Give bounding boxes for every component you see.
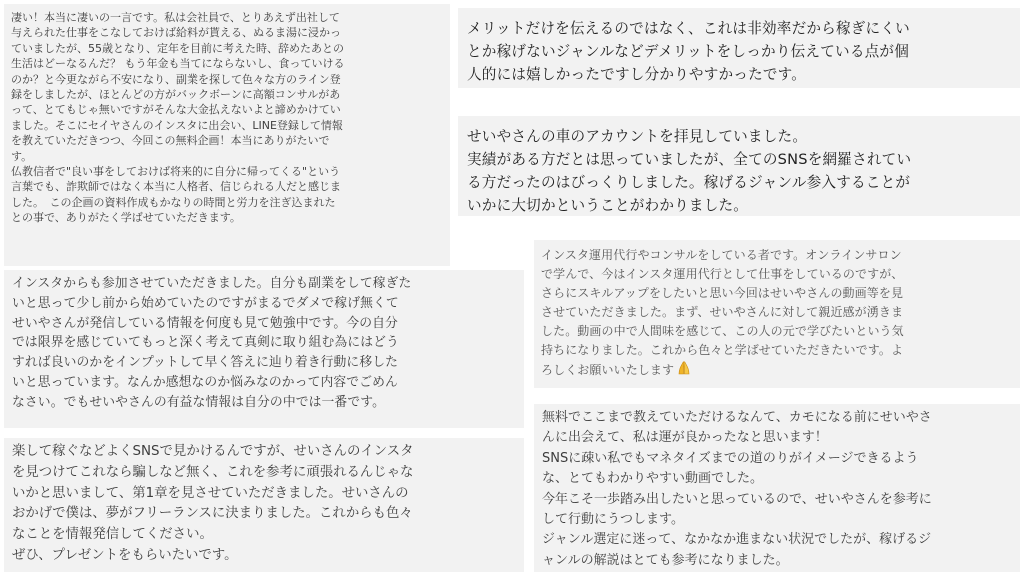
testimonial-card-1 xyxy=(4,4,450,266)
testimonial-card-6 xyxy=(4,438,524,572)
testimonial-text: メリットだけを伝えるのではなく、これは非効率だから稼ぎにくい とか稼げないジャンルなどデメリットをしっかり伝えている点が個 人的には嬉しかったですし分かりやすかったです。 xyxy=(467,20,910,83)
testimonial-card-4 xyxy=(4,270,524,428)
testimonial-text: 楽して稼ぐなどよくSNSで見かけるんですが、せいさんのインスタ を見つけてこれなら騙しなど無く、これを参考に頑張れるんじゃな いかと思いまして、第1章を見させていただきました。せいさんの おかげで僕は、夢がフリーランスに決まりました。これからも色々 なことを情報発信してください。 ぜひ、プレゼントをもらいたいです。 xyxy=(12,444,414,563)
testimonial-card-2 xyxy=(458,8,1020,88)
testimonial-text: 凄い！本当に凄いの一言です。私は会社員で、とりあえず出社して 与えられた仕事をこなしておけば給料が貰える、ぬるま湯に浸かっ ていましたが、55歳となり、定年を目前に考えた時、辞めたあとの 生活はどーなるんだ？ もう年金も当てにならないし、食っていける のか？と今更ながら不安になり、副業を探して色々な方のライン登 録をしましたが、ほとんどの方がバックボーンに高額コンサルがあ って、とてもじゃ無いですがそんな大金払えないよと諦めかけてい ました。そこにセイヤさんのインスタに出会い、LINE登録して情報 を教えていただきつつ、今回この無料企画！本当にありがたいで す。 仏教信者で"良い事をしておけば将来的に自分に帰ってくる"という 言葉でも、詐欺師ではなく本当に人格者、信じられる人だと感じま した。 この企画の資料作成もかなりの時間と労力を注ぎ込まれた との事で、ありがたく学ばせていただきます。 xyxy=(11,11,345,225)
testimonial-card-3 xyxy=(458,116,1020,216)
testimonial-text xyxy=(541,246,1013,382)
testimonial-text-body: インスタ運用代行やコンサルをしている者です。オンラインサロン で学んで、今はインスタ運用代行として仕事をしているのですが、 さらにスキルアップをしたいと思い今回はせいやさんの動画等を見 させていただきました。まず、せいやさんに対して親近感が湧きま した。動画の中で人間味を感じて、この人の元で学びたいという気 持ちになりました。これから色々と学ばせていただきたいです。よ ろしくお願いいたします xyxy=(541,248,904,377)
testimonial-text: せいやさんの車のアカウントを拝見していました。 実績がある方だとは思っていましたが、全てのSNSを網羅されてい る方だったのはびっくりしました。稼げるジャンル参入することが いかに大切かということがわかりました。 xyxy=(467,128,912,214)
testimonial-card-7 xyxy=(534,404,1020,572)
testimonial-text: インスタからも参加させていただきました。自分も副業をして稼ぎた いと思って少し前から始めていたのですがまるでダメで稼げ無くて せいやさんが発信している情報を何度も見て勉強中です。今の自分 では限界を感じていてもっと深く考えて真剣に取り組む為にはどう すれば良いのかをインプットして早く答えに辿り着き行動に移した いと思っています。なんか感想なのか悩みなのかって内容でごめん なさい。でもせいやさんの有益な情報は自分の中では一番です。 xyxy=(12,276,412,410)
testimonial-text: 無料でここまで教えていただけるなんて、カモになる前にせいやさ んに出会えて、私は運が良かったなと思います！ SNSに疎い私でもマネタイズまでの道のりがイメージできるよう な、とてもわかりやすい動画でした。 今年こそ一歩踏み出したいと思っているので、せいやさんを参考に して行動にうつします。 ジャンル選定に迷って、なかなか進まない状況でしたが、稼げるジ ャンルの解説はとても参考になりました。 xyxy=(542,410,932,568)
testimonial-card-5 xyxy=(534,240,1020,388)
praying-hands-icon xyxy=(676,360,692,382)
